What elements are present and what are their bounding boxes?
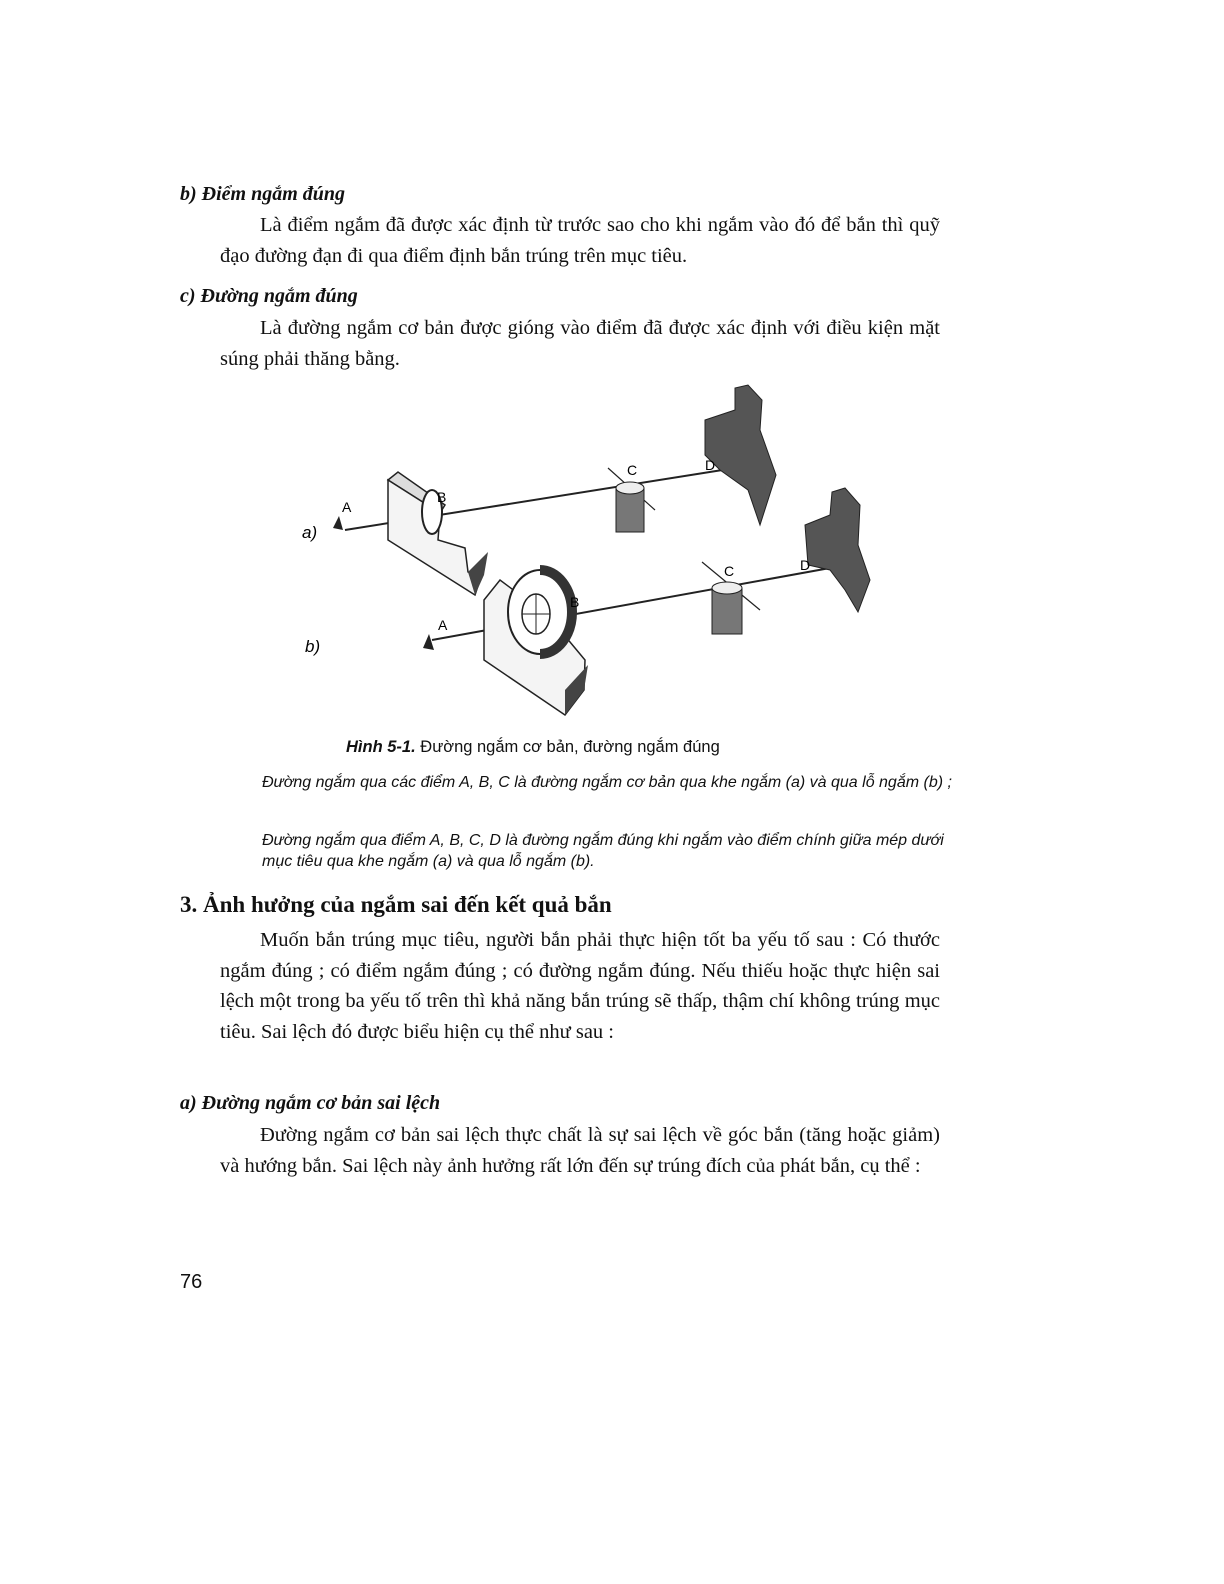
eye-a-icon: [333, 516, 343, 530]
figure-note-2: Đường ngắm qua điểm A, B, C, D là đường ngắm đúng khi ngắm vào điểm chính giữa mép dưới mục tiêu qua khe ngắm (a) và qua lỗ ngắm (b).: [262, 832, 944, 870]
section-3-heading: 3. Ảnh hưởng của ngắm sai đến kết quả bắn: [180, 892, 612, 917]
section-3-paragraph: [220, 925, 940, 1047]
paragraph-text: Là điểm ngắm đã được xác định từ trước sao cho khi ngắm vào đó để bắn thì quỹ đạo đường đạn đi qua điểm định bắn trúng trên mục tiêu.: [220, 214, 940, 267]
target-a: [705, 385, 776, 525]
paragraph-text: Là đường ngắm cơ bản được gióng vào điểm đã được xác định với điều kiện mặt súng phải thăng bằng.: [220, 317, 940, 370]
figure-note-1: Đường ngắm qua các điểm A, B, C là đường ngắm cơ bản qua khe ngắm (a) và qua lỗ ngắm (b) ;: [262, 774, 952, 791]
figure-caption: [346, 738, 720, 757]
label-b: b): [305, 637, 321, 656]
paragraph-text: Muốn bắn trúng mục tiêu, người bắn phải thực hiện tốt ba yếu tố sau : Có thước ngắm đúng ; có điểm ngắm đúng ; có đường ngắm đúng. Nếu thiếu hoặc thực hiện sai lệch một trong ba yếu tố trên thì khả năng bắn trúng sẽ thấp, thậm chí không trúng mục tiêu. Sai lệch đó được biểu hiện cụ thể như sau :: [220, 929, 940, 1043]
label-a: a): [302, 523, 318, 542]
point-A-b: A: [438, 617, 448, 633]
point-C-b: C: [724, 563, 735, 579]
caption-label: Hình 5-1.: [346, 738, 416, 756]
point-B-b: B: [570, 594, 580, 610]
caption-title: Đường ngắm cơ bản, đường ngắm đúng: [420, 738, 720, 756]
heading-diem-ngam-dung: b) Điểm ngắm đúng: [180, 183, 346, 205]
paragraph-text: Đường ngắm cơ bản sai lệch thực chất là sự sai lệch về góc bắn (tăng hoặc giảm) và hướng bắn. Sai lệch này ảnh hưởng rất lớn đến sự trúng đích của phát bắn, cụ thể :: [220, 1124, 940, 1177]
page-number: 76: [180, 1271, 203, 1293]
front-sight-post-a: [616, 488, 644, 532]
point-D-a: D: [705, 457, 716, 473]
eye-b-icon: [423, 634, 434, 650]
point-B-a: B: [437, 489, 447, 505]
point-D-b: D: [800, 557, 811, 573]
figure-5-1: [0, 0, 1224, 740]
heading-duong-ngam-dung: c) Đường ngắm đúng: [180, 285, 358, 307]
point-A-a: A: [342, 499, 352, 515]
diagram-a: [302, 385, 776, 595]
heading-duong-ngam-co-ban-sai-lech: a) Đường ngắm cơ bản sai lệch: [180, 1092, 441, 1114]
front-sight-post-b: [712, 588, 742, 634]
target-b: [805, 488, 870, 612]
paragraph-duong-ngam-co-ban-sai-lech: [220, 1120, 940, 1181]
point-C-a: C: [627, 462, 638, 478]
